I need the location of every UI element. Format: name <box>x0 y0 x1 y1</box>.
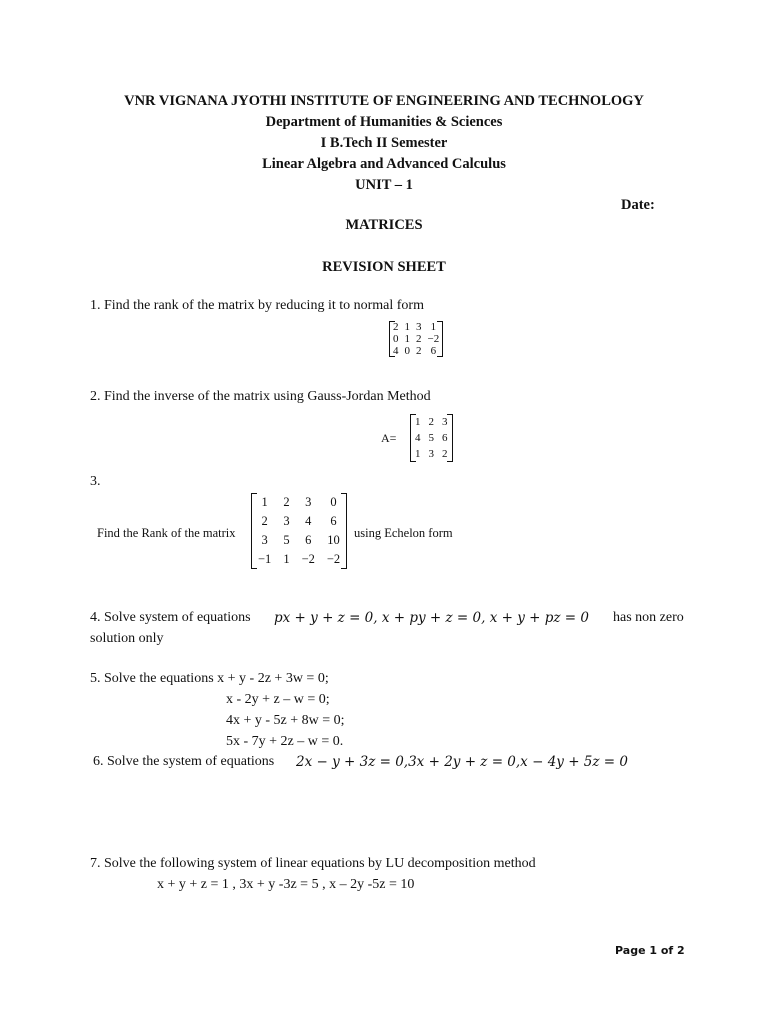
question-7-equations: x + y + z = 1 , 3x + y -3z = 5 , x – 2y -5z = 10 <box>157 877 415 892</box>
course-title: Linear Algebra and Advanced Calculus <box>262 156 506 172</box>
matrix-cell: 4 <box>305 514 312 528</box>
question-3-prefix: Find the Rank of the matrix <box>97 526 236 540</box>
matrix-cell: 0 <box>330 495 337 509</box>
matrix-cell: 2 <box>416 345 422 357</box>
matrix-cell: 2 <box>442 448 448 460</box>
department-title: Department of Humanities & Sciences <box>265 114 503 130</box>
matrix-cell: 2 <box>416 333 422 345</box>
question-3-matrix <box>251 493 347 569</box>
matrix-cell: 3 <box>261 533 268 547</box>
question-6-text: 6. Solve the system of equations <box>93 754 275 769</box>
question-5-eq4: 5x - 7y + 2z – w = 0. <box>226 734 344 749</box>
question-1-text: 1. Find the rank of the matrix by reducing it to normal form <box>90 298 424 313</box>
sheet-title: REVISION SHEET <box>322 259 446 275</box>
matrix-cell: −2 <box>427 333 440 345</box>
matrix-cell: 1 <box>415 416 421 428</box>
institute-title: VNR VIGNANA JYOTHI INSTITUTE OF ENGINEERING AND TECHNOLOGY <box>124 93 644 109</box>
question-2-matrix <box>410 414 453 462</box>
question-4-line2: solution only <box>90 631 164 646</box>
question-4-equations: px + y + z = 0, x + py + z = 0, x + y + pz = 0 <box>274 610 589 626</box>
question-4-tail: has non zero <box>613 610 684 625</box>
matrix-cell: 2 <box>283 495 290 509</box>
matrix-cell: 3 <box>428 448 434 460</box>
question-3-suffix: using Echelon form <box>354 526 453 540</box>
matrix-cell: 2 <box>393 321 399 333</box>
matrix-cell: 4 <box>415 432 421 444</box>
matrix-cell: 5 <box>428 432 434 444</box>
semester-title: I B.Tech II Semester <box>320 135 448 151</box>
matrix-cell: −2 <box>326 552 341 566</box>
matrix-cell: 10 <box>327 533 340 547</box>
date-label: Date: <box>621 197 655 213</box>
matrix-cell: −1 <box>258 552 272 566</box>
matrix-cell: 1 <box>261 495 268 509</box>
matrix-cell: 0 <box>393 333 399 345</box>
question-3-number: 3. <box>90 474 101 489</box>
matrix-cell: 5 <box>283 533 290 547</box>
question-4-text: 4. Solve system of equations <box>90 610 251 625</box>
question-7-text: 7. Solve the following system of linear equations by LU decomposition method <box>90 856 536 871</box>
matrix-cell: 6 <box>330 514 337 528</box>
question-1-matrix <box>389 321 443 357</box>
matrix-cell: 2 <box>428 416 434 428</box>
unit-title: UNIT – 1 <box>355 177 413 193</box>
matrix-cell: 3 <box>416 321 422 333</box>
question-5-eq2: x - 2y + z – w = 0; <box>226 692 330 707</box>
matrix-cell: 6 <box>430 345 437 357</box>
matrix-cell: 1 <box>430 321 437 333</box>
matrix-cell: 6 <box>305 533 312 547</box>
question-6-equations: 2x − y + 3z = 0,3x + 2y + z = 0,x − 4y + 5z = 0 <box>296 754 628 770</box>
question-5-text: 5. Solve the equations x + y - 2z + 3w = 0; <box>90 671 329 686</box>
matrix-cell: 3 <box>283 514 290 528</box>
matrix-cell: 0 <box>404 345 410 357</box>
page-number: Page 1 of 2 <box>615 944 685 957</box>
matrix-a-label: A= <box>381 431 397 445</box>
matrix-cell: 1 <box>415 448 421 460</box>
matrix-cell: 2 <box>261 514 268 528</box>
matrix-cell: 1 <box>283 552 290 566</box>
matrix-cell: 3 <box>305 495 312 509</box>
matrix-cell: 4 <box>393 345 399 357</box>
matrix-cell: 3 <box>442 416 448 428</box>
matrix-cell: 1 <box>404 333 410 345</box>
topic-title: MATRICES <box>345 217 423 233</box>
matrix-cell: 1 <box>404 321 410 333</box>
question-5-eq3: 4x + y - 5z + 8w = 0; <box>226 713 345 728</box>
matrix-cell: 6 <box>442 432 448 444</box>
question-2-text: 2. Find the inverse of the matrix using Gauss-Jordan Method <box>90 389 431 404</box>
matrix-cell: −2 <box>301 552 315 566</box>
